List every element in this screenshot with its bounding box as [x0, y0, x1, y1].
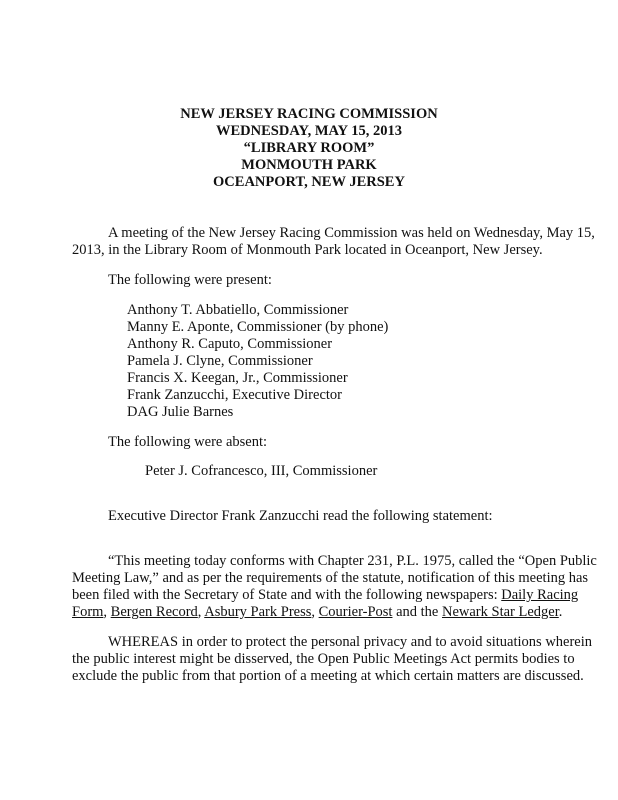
statement-text: been filed with the Secretary of State and with the following newspapers:: [72, 587, 498, 603]
statement-line-3: [72, 587, 578, 604]
period: .: [558, 604, 563, 620]
header-venue: MONMOUTH PARK: [241, 157, 377, 173]
present-member: Anthony R. Caputo, Commissioner: [127, 336, 333, 352]
present-member: Manny E. Aponte, Commissioner (by phone): [127, 319, 389, 335]
newspaper-asbury-park-press: Asbury Park Press: [204, 604, 312, 620]
present-member: Frank Zanzucchi, Executive Director: [127, 387, 342, 403]
conjunction: and the: [392, 604, 442, 620]
statement-line-1: “This meeting today conforms with Chapter 231, P.L. 1975, called the “Open Public: [108, 553, 597, 569]
header-location: OCEANPORT, NEW JERSEY: [213, 174, 405, 190]
newspaper-bergen-record: Bergen Record: [110, 604, 198, 620]
newspaper-daily-racing-form: Daily Racing: [501, 587, 579, 603]
header-room: “LIBRARY ROOM”: [243, 140, 375, 156]
newspaper-daily-racing-form-cont: Form: [72, 604, 104, 620]
present-member: DAG Julie Barnes: [127, 404, 234, 420]
header-date: WEDNESDAY, MAY 15, 2013: [216, 123, 402, 139]
intro-line-2: 2013, in the Library Room of Monmouth Park located in Oceanport, New Jersey.: [72, 242, 543, 258]
header-title: NEW JERSEY RACING COMMISSION: [180, 106, 438, 122]
absent-heading: The following were absent:: [108, 434, 268, 450]
separator: ,: [197, 604, 205, 620]
present-member: Francis X. Keegan, Jr., Commissioner: [127, 370, 348, 386]
present-member: Anthony T. Abbatiello, Commissioner: [127, 302, 349, 318]
separator: ,: [103, 604, 111, 620]
statement-intro: Executive Director Frank Zanzucchi read the following statement:: [108, 508, 493, 524]
intro-line-1: A meeting of the New Jersey Racing Commission was held on Wednesday, May 15,: [108, 225, 595, 241]
whereas-line-1: WHEREAS in order to protect the personal privacy and to avoid situations wherein: [108, 634, 593, 650]
absent-member: Peter J. Cofrancesco, III, Commissioner: [145, 463, 378, 479]
separator: ,: [311, 604, 319, 620]
statement-line-4: [72, 604, 562, 621]
newspaper-courier-post: Courier-Post: [318, 604, 393, 620]
whereas-line-2: the public interest might be disserved, the Open Public Meetings Act permits bodies to: [72, 651, 575, 667]
present-member: Pamela J. Clyne, Commissioner: [127, 353, 313, 369]
newspaper-newark-star-ledger: Newark Star Ledger: [441, 604, 559, 620]
whereas-line-3: exclude the public from that portion of a meeting at which certain matters are discussed.: [72, 668, 584, 684]
present-heading: The following were present:: [108, 272, 272, 288]
statement-line-2: Meeting Law,” and as per the requirements of the statute, notification of this meeting has: [72, 570, 589, 586]
